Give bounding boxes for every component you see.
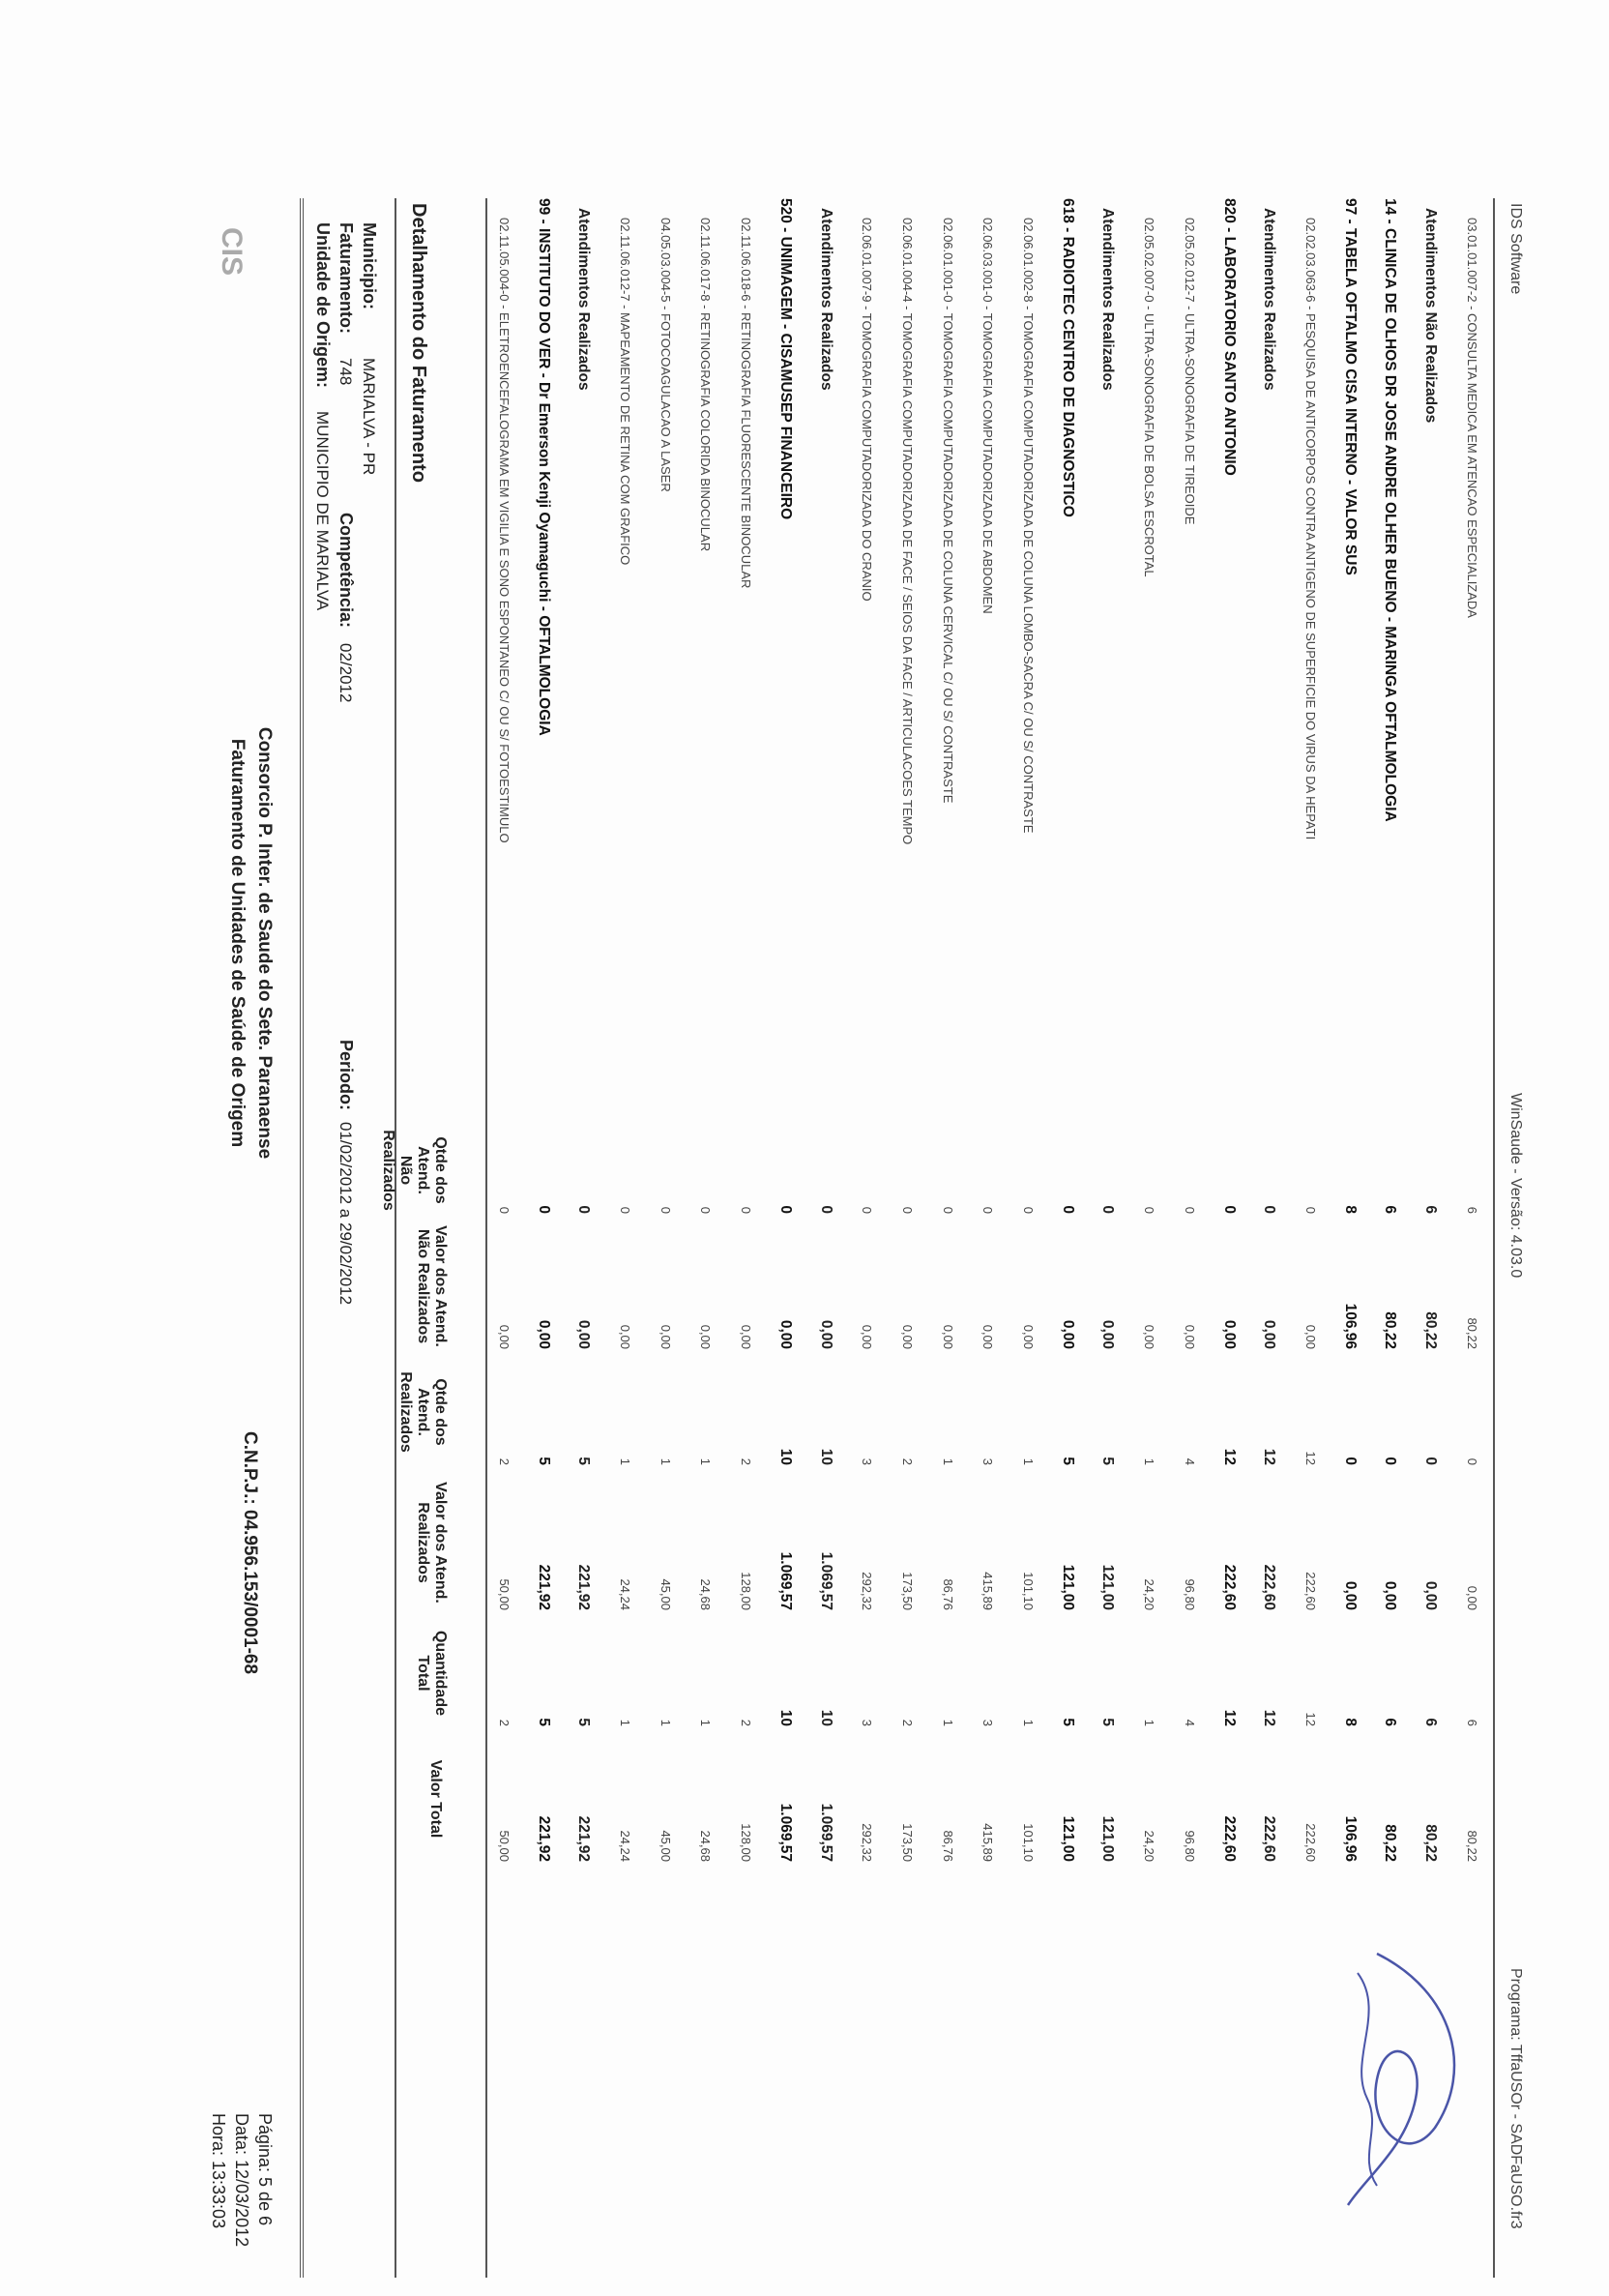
cell-valor-realizados: 1.069,57 (817, 1551, 834, 1610)
cell-quantidade-total: 3 (980, 1719, 996, 1726)
cell-valor-nao-realizados: 0,00 (658, 1324, 673, 1349)
cell-quantidade-total: 6 (1464, 1719, 1479, 1726)
cell-qtde-nao-realizados: 0 (1220, 1205, 1238, 1214)
procedure-row (1172, 198, 1197, 2278)
cell-qtde-nao-realizados: 0 (1303, 1206, 1318, 1214)
cell-valor-nao-realizados: 80,22 (1422, 1311, 1440, 1349)
cell-quantidade-total: 12 (1261, 1709, 1278, 1726)
subgroup-row (567, 198, 592, 2278)
unit-row (769, 198, 794, 2278)
row-description: 02.11.06.018-6 - RETINOGRAFIA FLUORESCENTE BINOCULAR (739, 218, 754, 589)
cell-valor-nao-realizados: 0,00 (980, 1324, 996, 1349)
cell-quantidade-total: 3 (860, 1719, 875, 1726)
cell-valor-realizados: 292,32 (860, 1572, 875, 1610)
cell-valor-nao-realizados: 0,00 (1099, 1319, 1117, 1349)
cell-quantidade-total: 5 (1059, 1718, 1076, 1726)
row-description: 02.05.02.012-7 - ULTRA-SONOGRAFIA DE TIREOIDE (1182, 218, 1197, 525)
col-header-valor-nao-realizados (414, 1223, 449, 1349)
row-description: 02.06.03.001-0 - TOMOGRAFIA COMPUTADORIZADA DE ABDOMEN (980, 218, 996, 614)
periodo-label: Periodo: (336, 1040, 356, 1111)
cell-valor-total: 292,32 (860, 1823, 875, 1862)
cell-valor-total: 50,00 (497, 1830, 512, 1862)
row-description: 14 - CLINICA DE OLHOS DR JOSE ANDRE OLHER BUENO - MARINGA OFTALMOLOGIA (1382, 198, 1399, 822)
cell-qtde-realizados: 0 (1422, 1457, 1440, 1465)
cell-valor-realizados: 0,00 (1341, 1580, 1359, 1610)
cell-quantidade-total: 1 (618, 1719, 633, 1726)
cell-valor-total: 1.069,57 (817, 1803, 834, 1862)
row-description: 03.01.01.007-2 - CONSULTA MEDICA EM ATENCAO ESPECIALIZADA (1464, 218, 1479, 618)
row-description: 520 - UNIMAGEM - CISAMUSEP FINANCEIRO (776, 198, 794, 520)
cell-qtde-realizados: 2 (900, 1457, 915, 1465)
cell-valor-total: 80,22 (1422, 1824, 1440, 1862)
cell-valor-total: 106,96 (1341, 1815, 1359, 1862)
cell-qtde-realizados: 10 (817, 1448, 834, 1465)
cell-qtde-nao-realizados: 6 (1382, 1205, 1399, 1214)
cell-qtde-nao-realizados: 0 (900, 1206, 915, 1214)
cnpj: C.N.P.J.: 04.956.153/0001-68 (240, 1431, 260, 1675)
col-header-line: Quantidade (432, 1630, 449, 1716)
row-description: 99 - INSTITUTO DO VER - Dr Emerson Kenji Oyamaguchi - OFTALMOLOGIA (535, 198, 552, 736)
cell-qtde-realizados: 1 (1021, 1457, 1037, 1465)
col-header-line: Qtde dos Atend. (415, 1136, 449, 1204)
cell-quantidade-total: 1 (1142, 1719, 1157, 1726)
cell-valor-total: 86,76 (940, 1830, 955, 1862)
cell-valor-total: 1.069,57 (776, 1803, 794, 1862)
row-description: 02.06.01.007-9 - TOMOGRAFIA COMPUTADORIZADA DO CRANIO (860, 218, 875, 602)
cell-valor-nao-realizados: 0,00 (900, 1324, 915, 1349)
cell-valor-realizados: 222,60 (1220, 1564, 1238, 1610)
cell-valor-nao-realizados: 0,00 (776, 1319, 794, 1349)
cell-qtde-nao-realizados: 0 (1261, 1205, 1278, 1214)
cell-qtde-realizados: 5 (1059, 1457, 1076, 1465)
cell-valor-nao-realizados: 0,00 (535, 1319, 552, 1349)
col-header-line: Não Realizados (380, 1130, 414, 1211)
unidade-label: Unidade de Origem: (313, 222, 333, 389)
row-description: 618 - RADIOTEC CENTRO DE DIAGNOSTICO (1059, 198, 1076, 517)
faturamento-label: Faturamento: (336, 222, 356, 335)
row-description: Atendimentos Realizados (1261, 208, 1278, 391)
cell-valor-realizados: 415,89 (980, 1572, 996, 1610)
cell-qtde-realizados: 3 (860, 1457, 875, 1465)
cell-quantidade-total: 1 (698, 1719, 714, 1726)
cis-logo: CIS (216, 226, 248, 276)
cell-valor-realizados: 96,80 (1182, 1578, 1197, 1610)
cell-valor-realizados: 173,50 (900, 1572, 915, 1610)
cell-qtde-nao-realizados: 0 (980, 1206, 996, 1214)
cell-valor-realizados: 24,68 (698, 1578, 714, 1610)
row-description: Atendimentos Realizados (1099, 208, 1117, 391)
cell-valor-realizados: 1.069,57 (776, 1551, 794, 1610)
cell-qtde-realizados: 12 (1303, 1451, 1318, 1465)
cell-qtde-realizados: 5 (1099, 1457, 1117, 1465)
cell-qtde-realizados: 0 (1382, 1457, 1399, 1465)
section-title: Detalhamento do Faturamento (408, 203, 429, 483)
cell-valor-nao-realizados: 0,00 (1059, 1319, 1076, 1349)
municipio-label: Municipio: (360, 222, 379, 309)
footer-center: WinSaude - Versão: 4.03.0 (1507, 1093, 1524, 1279)
procedure-row (1010, 198, 1036, 2278)
cell-valor-nao-realizados: 0,00 (1021, 1324, 1037, 1349)
cell-qtde-nao-realizados: 0 (1021, 1206, 1037, 1214)
cell-valor-total: 128,00 (739, 1823, 754, 1862)
row-description: Atendimentos Realizados (817, 208, 834, 391)
faturamento-value: 748 (336, 358, 355, 386)
header-divider (300, 198, 304, 2278)
row-description: 02.06.01.001-0 - TOMOGRAFIA COMPUTADORIZADA DE COLUNA CERVICAL C/ OU S/ CONTRASTE (940, 218, 955, 804)
cell-qtde-realizados: 2 (739, 1457, 754, 1465)
cell-quantidade-total: 2 (497, 1719, 512, 1726)
cell-quantidade-total: 6 (1422, 1718, 1440, 1726)
cell-quantidade-total: 6 (1382, 1718, 1399, 1726)
cell-qtde-realizados: 0 (1341, 1457, 1359, 1465)
cell-valor-realizados: 24,24 (618, 1578, 633, 1610)
cell-valor-realizados: 0,00 (1464, 1585, 1479, 1610)
handwritten-signature (1329, 1934, 1493, 2224)
cell-valor-nao-realizados: 0,00 (575, 1319, 593, 1349)
col-header-line: Valor dos Atend. (432, 1225, 449, 1347)
municipio-value: MARIALVA - PR (360, 358, 378, 476)
cell-valor-realizados: 221,92 (575, 1564, 593, 1610)
procedure-row (486, 198, 512, 2278)
cell-valor-nao-realizados: 0,00 (940, 1324, 955, 1349)
cell-valor-realizados: 222,60 (1303, 1572, 1318, 1610)
cell-qtde-nao-realizados: 0 (658, 1206, 673, 1214)
footer-right: Programa: TffaUSOr - SADFaUSO.fr3 (1507, 1968, 1524, 2229)
cell-qtde-realizados: 1 (940, 1457, 955, 1465)
cell-valor-realizados: 101,10 (1021, 1572, 1037, 1610)
cell-qtde-nao-realizados: 0 (1059, 1205, 1076, 1214)
cell-qtde-nao-realizados: 6 (1464, 1206, 1479, 1214)
cell-quantidade-total: 12 (1303, 1712, 1318, 1726)
cell-valor-nao-realizados: 0,00 (1220, 1319, 1238, 1349)
cell-quantidade-total: 4 (1182, 1719, 1197, 1726)
cell-valor-nao-realizados: 0,00 (1142, 1324, 1157, 1349)
cell-valor-total: 24,20 (1142, 1830, 1157, 1862)
cell-valor-total: 96,80 (1182, 1830, 1197, 1862)
row-description: 02.11.05.004-0 - ELETROENCEFALOGRAMA EM VIGILIA E SONO ESPONTANEO C/ OU S/ FOTOESTIMULO (497, 218, 512, 843)
row-description: 02.02.03.063-6 - PESQUISA DE ANTICORPOS CONTRA ANTIGENO DE SUPERFICIE DO VIRUS DA HEPATI (1303, 218, 1318, 840)
cell-qtde-nao-realizados: 0 (618, 1206, 633, 1214)
report-subtitle: Faturamento de Unidades de Saúde de Origem (227, 738, 248, 1148)
cell-qtde-nao-realizados: 0 (940, 1206, 955, 1214)
row-description: 02.05.02.007-0 - ULTRA-SONOGRAFIA DE BOLSA ESCROTAL (1142, 218, 1157, 577)
procedure-row (728, 198, 753, 2278)
procedure-row (930, 198, 955, 2278)
unit-row (1051, 198, 1076, 2278)
cell-valor-realizados: 121,00 (1099, 1564, 1117, 1610)
cell-qtde-realizados: 1 (1142, 1457, 1157, 1465)
cell-quantidade-total: 5 (575, 1718, 593, 1726)
cell-valor-total: 121,00 (1059, 1815, 1076, 1862)
page-number: Página: 5 de 6 (255, 2113, 275, 2226)
cell-qtde-nao-realizados: 0 (535, 1205, 552, 1214)
competencia-value: 02/2012 (336, 643, 355, 703)
cell-valor-total: 101,10 (1021, 1823, 1037, 1862)
col-header-line: Realizados (397, 1371, 414, 1453)
cell-qtde-realizados: 1 (698, 1457, 714, 1465)
row-description: 97 - TABELA OFTALMO CISA INTERNO - VALOR SUS (1341, 198, 1359, 575)
cell-valor-realizados: 121,00 (1059, 1564, 1076, 1610)
cell-qtde-realizados: 5 (575, 1457, 593, 1465)
cell-qtde-nao-realizados: 0 (1182, 1206, 1197, 1214)
procedure-row (648, 198, 673, 2278)
cell-qtde-realizados: 12 (1261, 1448, 1278, 1465)
cell-valor-nao-realizados: 0,00 (618, 1324, 633, 1349)
cell-quantidade-total: 1 (940, 1719, 955, 1726)
cell-valor-total: 222,60 (1220, 1815, 1238, 1862)
cell-valor-realizados: 86,76 (940, 1578, 955, 1610)
cell-valor-total: 221,92 (535, 1815, 552, 1862)
cell-qtde-nao-realizados: 0 (497, 1206, 512, 1214)
cell-valor-total: 45,00 (658, 1830, 673, 1862)
col-header-line: Qtde dos Atend. (415, 1378, 449, 1446)
cell-quantidade-total: 8 (1341, 1718, 1359, 1726)
cell-valor-total: 222,60 (1261, 1815, 1278, 1862)
cell-quantidade-total: 1 (1021, 1719, 1037, 1726)
cell-qtde-nao-realizados: 0 (1099, 1205, 1117, 1214)
cell-quantidade-total: 12 (1220, 1709, 1238, 1726)
col-header-quantidade-total (414, 1620, 449, 1726)
cell-valor-realizados: 222,60 (1261, 1564, 1278, 1610)
procedure-row (1293, 198, 1318, 2278)
row-description: 02.11.06.012-7 - MAPEAMENTO DE RETINA COM GRAFICO (618, 218, 633, 566)
col-header-qtde-nao-realizados (379, 1127, 449, 1214)
cell-valor-nao-realizados: 80,22 (1382, 1311, 1399, 1349)
col-header-valor-realizados (414, 1475, 449, 1610)
cell-qtde-nao-realizados: 0 (575, 1205, 593, 1214)
cell-valor-realizados: 0,00 (1382, 1580, 1399, 1610)
cell-quantidade-total: 10 (817, 1709, 834, 1726)
cell-qtde-realizados: 4 (1182, 1457, 1197, 1465)
unit-row (1213, 198, 1238, 2278)
cell-qtde-realizados: 1 (658, 1457, 673, 1465)
cell-qtde-realizados: 10 (776, 1448, 794, 1465)
cell-qtde-realizados: 0 (1464, 1457, 1479, 1465)
procedure-row (890, 198, 915, 2278)
cell-valor-realizados: 24,20 (1142, 1578, 1157, 1610)
col-header-line: Valor Total (427, 1759, 444, 1839)
cell-qtde-nao-realizados: 0 (776, 1205, 794, 1214)
cell-qtde-realizados: 3 (980, 1457, 996, 1465)
cell-valor-realizados: 0,00 (1422, 1580, 1440, 1610)
cell-valor-total: 415,89 (980, 1823, 996, 1862)
row-description: 820 - LABORATORIO SANTO ANTONIO (1220, 198, 1238, 476)
report-title: Consorcio P. Inter. de Saude do Sete. Paranaense (254, 726, 275, 1160)
cell-quantidade-total: 5 (1099, 1718, 1117, 1726)
cell-valor-total: 222,60 (1303, 1823, 1318, 1862)
procedure-row (849, 198, 874, 2278)
subgroup-row (1252, 198, 1277, 2278)
cell-valor-total: 80,22 (1464, 1830, 1479, 1862)
cell-quantidade-total: 2 (900, 1719, 915, 1726)
cell-quantidade-total: 1 (658, 1719, 673, 1726)
subgroup-row (1092, 198, 1117, 2278)
cell-qtde-realizados: 5 (535, 1457, 552, 1465)
cell-quantidade-total: 5 (535, 1718, 552, 1726)
procedure-row (607, 198, 632, 2278)
cell-quantidade-total: 2 (739, 1719, 754, 1726)
procedure-row (688, 198, 714, 2278)
row-description: Atendimentos Realizados (575, 208, 593, 391)
cell-valor-total: 80,22 (1382, 1824, 1399, 1862)
col-header-qtde-realizados (396, 1359, 449, 1465)
cell-valor-realizados: 45,00 (658, 1578, 673, 1610)
unit-row (527, 198, 552, 2278)
cell-valor-realizados: 50,00 (497, 1578, 512, 1610)
unidade-value: MUNICIPIO DE MARIALVA (313, 411, 332, 611)
row-description: 02.06.01.002-8 - TOMOGRAFIA COMPUTADORIZADA DE COLUNA LOMBO-SACRA C/ OU S/ CONTRASTE (1021, 218, 1037, 834)
cell-qtde-realizados: 1 (618, 1457, 633, 1465)
info-divider (395, 198, 396, 2278)
report-time: Hora: 13:33:03 (209, 2113, 228, 2229)
cell-qtde-nao-realizados: 0 (698, 1206, 714, 1214)
cell-qtde-nao-realizados: 0 (817, 1205, 834, 1214)
cell-valor-nao-realizados: 106,96 (1341, 1303, 1359, 1349)
report-date: Data: 12/03/2012 (232, 2113, 251, 2248)
cell-valor-nao-realizados: 0,00 (1303, 1324, 1318, 1349)
cell-valor-total: 121,00 (1099, 1815, 1117, 1862)
cell-valor-realizados: 128,00 (739, 1572, 754, 1610)
cell-valor-nao-realizados: 0,00 (739, 1324, 754, 1349)
row-description: 02.06.01.004-4 - TOMOGRAFIA COMPUTADORIZADA DE FACE / SEIOS DA FACE / ARTICULACOES TEMPO (900, 218, 915, 845)
cell-valor-nao-realizados: 0,00 (497, 1324, 512, 1349)
col-header-line: Não Realizados (415, 1228, 431, 1344)
cell-valor-total: 24,24 (618, 1830, 633, 1862)
row-description: 04.05.03.004-5 - FOTOCOAGULACAO A LASER (658, 218, 673, 492)
col-header-line: Valor dos Atend. (432, 1482, 449, 1604)
cell-quantidade-total: 10 (776, 1709, 794, 1726)
cell-qtde-nao-realizados: 0 (1142, 1206, 1157, 1214)
cell-qtde-nao-realizados: 8 (1341, 1205, 1359, 1214)
cell-valor-realizados: 221,92 (535, 1564, 552, 1610)
cell-qtde-realizados: 12 (1220, 1448, 1238, 1465)
cell-valor-nao-realizados: 0,00 (1182, 1324, 1197, 1349)
periodo-value: 01/02/2012 a 29/02/2012 (336, 1122, 355, 1306)
cell-valor-total: 221,92 (575, 1815, 593, 1862)
cell-qtde-realizados: 2 (497, 1457, 512, 1465)
cell-qtde-nao-realizados: 6 (1422, 1205, 1440, 1214)
cell-qtde-nao-realizados: 0 (860, 1206, 875, 1214)
footer-left: IDS Software (1507, 203, 1524, 295)
cell-valor-nao-realizados: 0,00 (860, 1324, 875, 1349)
col-header-line: Realizados (415, 1502, 431, 1583)
cell-valor-nao-realizados: 0,00 (698, 1324, 714, 1349)
competencia-label: Competência: (336, 513, 356, 629)
cell-valor-nao-realizados: 0,00 (817, 1319, 834, 1349)
cell-valor-nao-realizados: 80,22 (1464, 1317, 1479, 1349)
cell-valor-total: 24,68 (698, 1830, 714, 1862)
col-header-line: Total (415, 1655, 431, 1692)
col-header-valor-total (426, 1736, 444, 1862)
cell-qtde-nao-realizados: 0 (739, 1206, 754, 1214)
bottom-divider (1493, 198, 1495, 2278)
cell-valor-total: 173,50 (900, 1823, 915, 1862)
row-description: 02.11.06.017-8 - RETINOGRAFIA COLORIDA BINOCULAR (698, 218, 714, 552)
subgroup-row (809, 198, 834, 2278)
row-description: Atendimentos Não Realizados (1422, 208, 1440, 424)
procedure-row (1131, 198, 1156, 2278)
cell-valor-nao-realizados: 0,00 (1261, 1319, 1278, 1349)
procedure-row (970, 198, 995, 2278)
